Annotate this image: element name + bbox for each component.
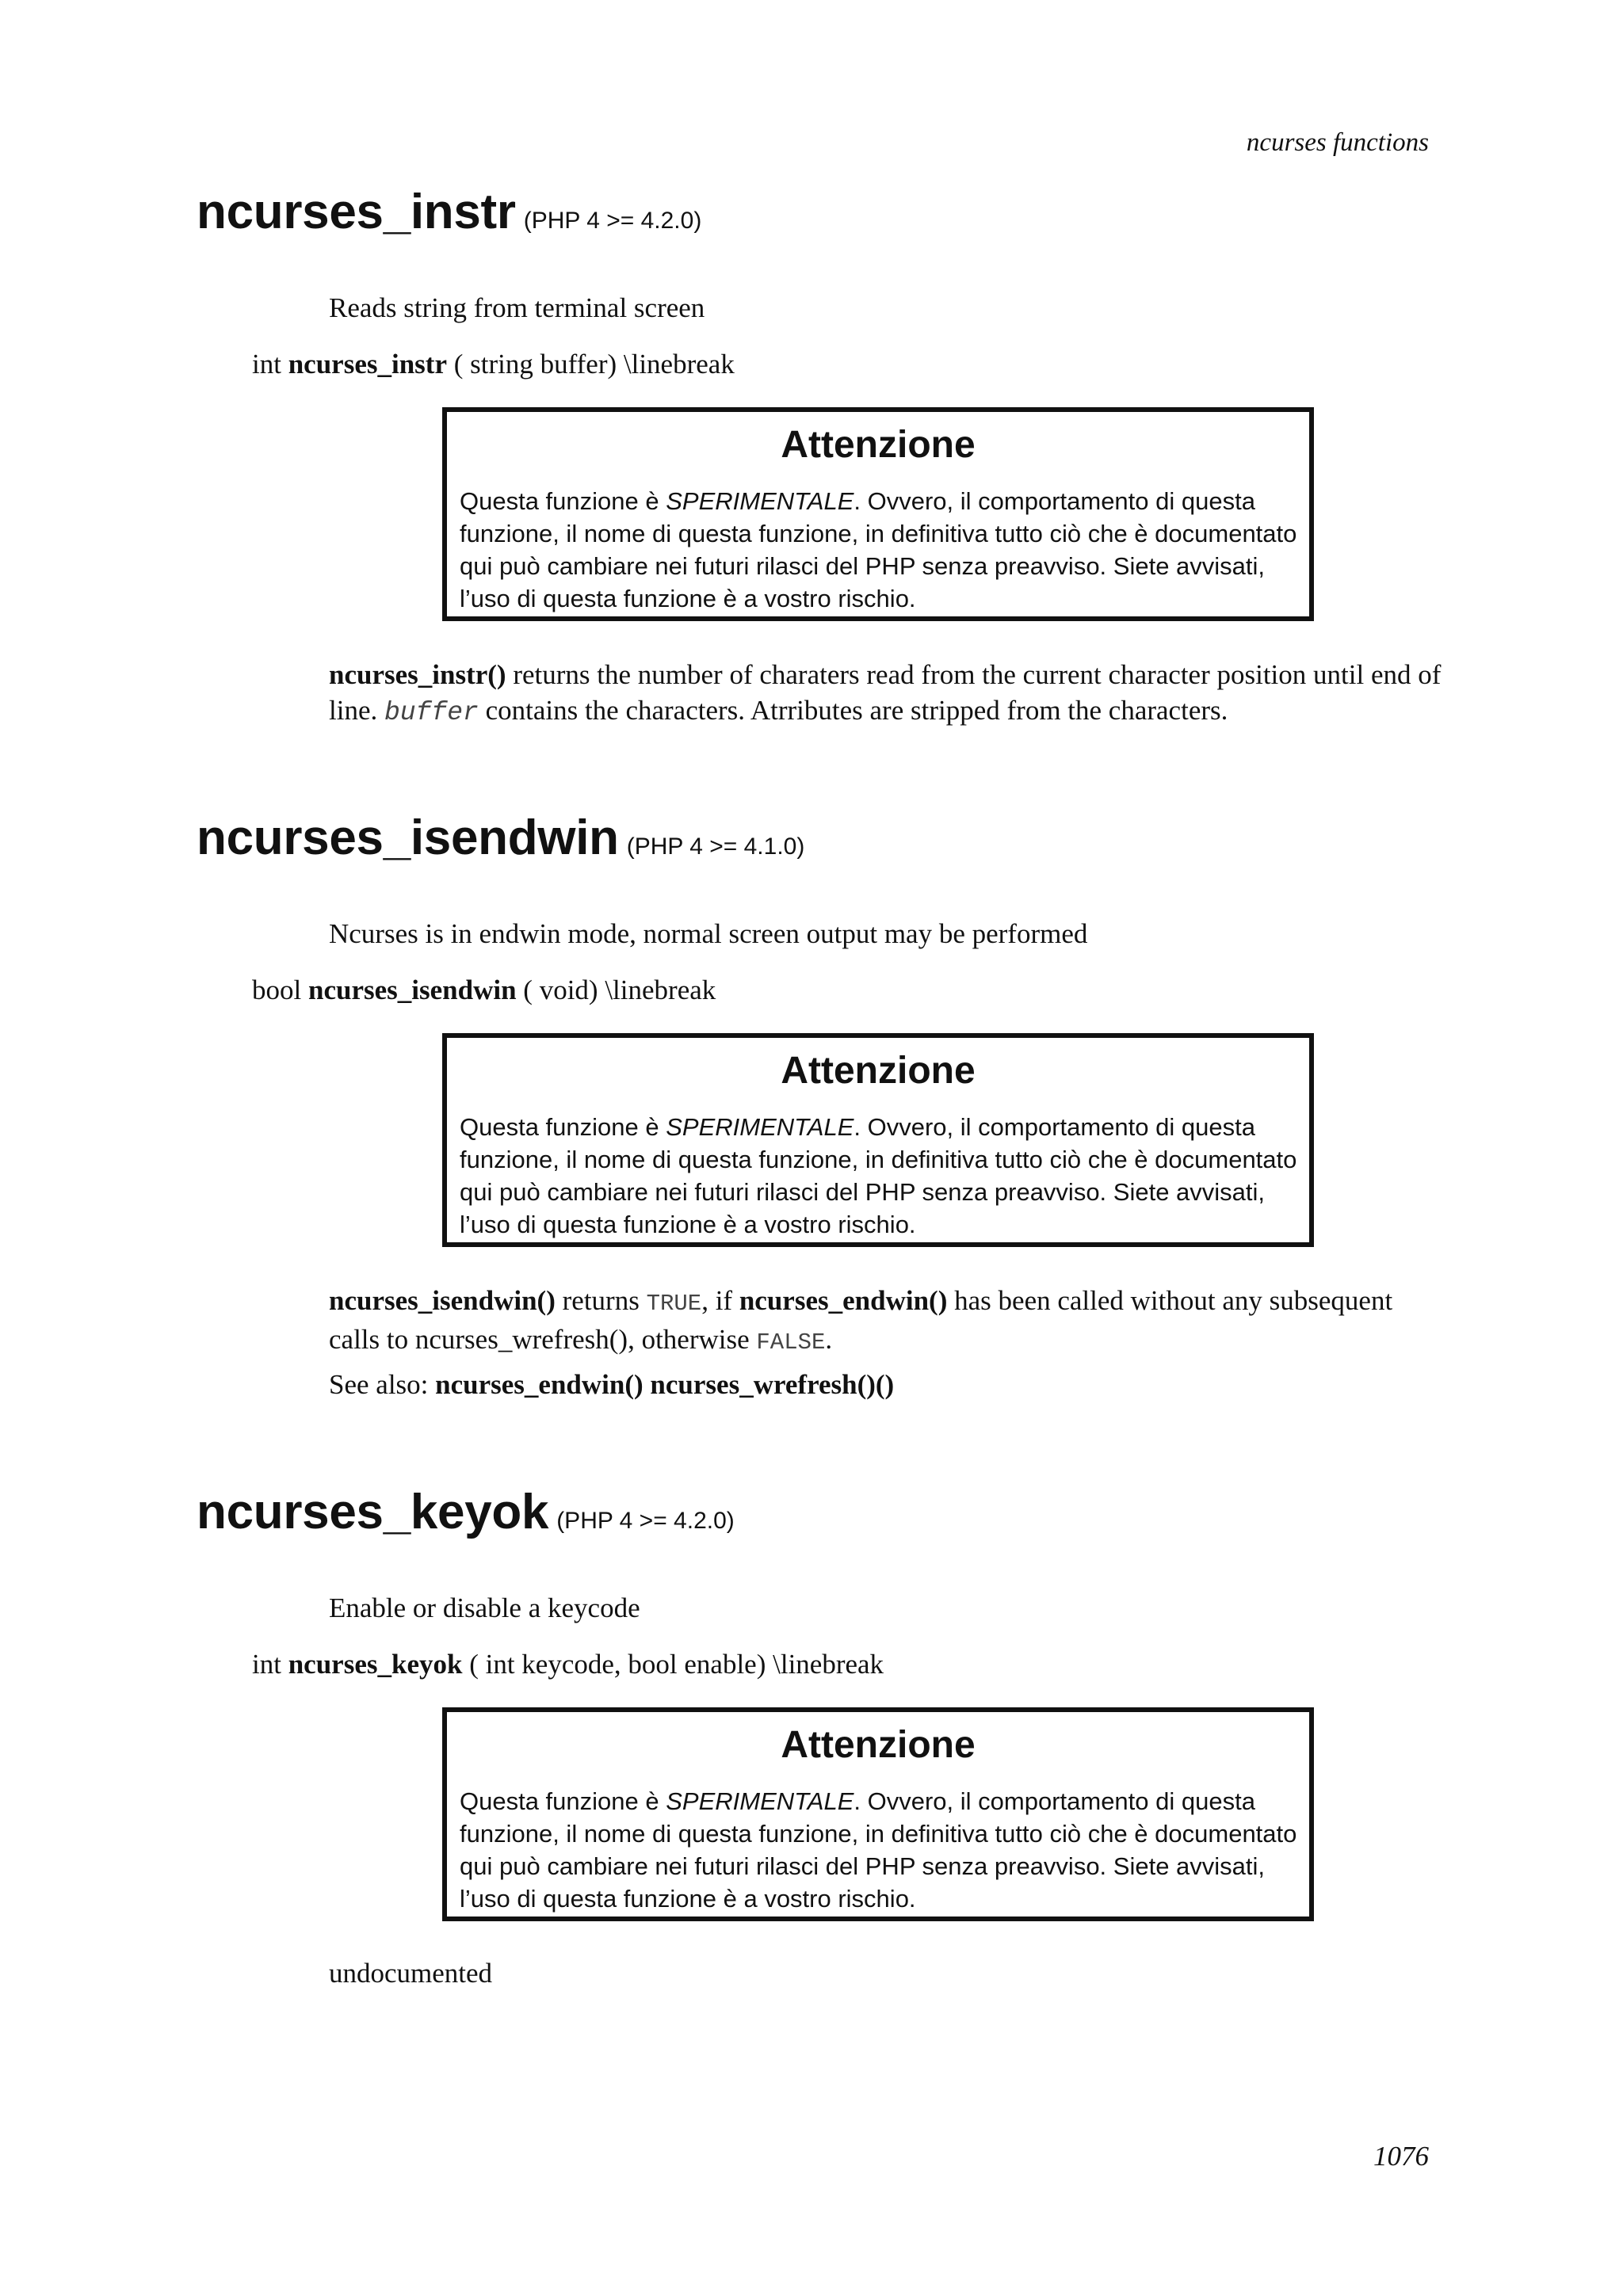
signature-args: ( int keycode, bool enable) \linebreak	[462, 1649, 884, 1680]
see-also-link[interactable]: ncurses_wrefresh()()	[650, 1369, 895, 1400]
function-name: ncurses_instr	[197, 185, 516, 239]
return-type: bool	[252, 974, 302, 1005]
function-description: ncurses_isendwin() returns TRUE, if ncurses_endwin() has been called without any subsequent calls to ncurses_wrefresh(), otherwise FALSE.	[329, 1285, 1393, 1356]
function-signature	[252, 349, 735, 380]
return-type: int	[252, 349, 281, 379]
experimental-label: SPERIMENTALE	[666, 487, 854, 515]
function-signature	[252, 974, 716, 1006]
parameter-name: buffer	[384, 698, 479, 727]
signature-args: ( void) \linebreak	[516, 974, 716, 1005]
function-summary: Reads string from terminal screen	[329, 292, 705, 323]
warning-box	[442, 1707, 1314, 1921]
experimental-label: SPERIMENTALE	[666, 1113, 854, 1141]
function-ref: ncurses_instr()	[329, 659, 506, 690]
function-title	[197, 810, 804, 866]
function-description: undocumented	[329, 1958, 493, 1989]
signature-name: ncurses_keyok	[288, 1649, 463, 1680]
see-also-link[interactable]: ncurses_endwin()	[435, 1369, 643, 1400]
signature-name: ncurses_isendwin	[307, 974, 517, 1005]
function-summary: Enable or disable a keycode	[329, 1592, 640, 1623]
warning-box	[442, 407, 1314, 621]
constant-false: FALSE	[756, 1329, 826, 1356]
php-version: (PHP 4 >= 4.2.0)	[523, 208, 702, 234]
warning-text: Questa funzione è SPERIMENTALE. Ovvero, il comportamento di questa funzione, il nome di questa funzione, in definitiva tutto ciò che è documentato qui può cambiare nei futuri rilasci del PHP senza preavviso. Siete avvisati, l’uso di questa funzione è a vostro rischio.	[460, 487, 1297, 612]
function-name: ncurses_keyok	[197, 1485, 549, 1539]
warning-text: Questa funzione è SPERIMENTALE. Ovvero, il comportamento di questa funzione, il nome di questa funzione, in definitiva tutto ciò che è documentato qui può cambiare nei futuri rilasci del PHP senza preavviso. Siete avvisati, l’uso di questa funzione è a vostro rischio.	[460, 1113, 1297, 1238]
signature-args: ( string buffer) \linebreak	[446, 349, 735, 379]
warning-title: Attenzione	[781, 1724, 976, 1766]
function-signature	[252, 1649, 884, 1680]
signature-name: ncurses_instr	[288, 349, 447, 379]
warning-text: Questa funzione è SPERIMENTALE. Ovvero, il comportamento di questa funzione, il nome di questa funzione, in definitiva tutto ciò che è documentato qui può cambiare nei futuri rilasci del PHP senza preavviso. Siete avvisati, l’uso di questa funzione è a vostro rischio.	[460, 1787, 1297, 1913]
constant-true: TRUE	[646, 1291, 702, 1317]
see-also-label: See also:	[329, 1369, 436, 1400]
function-ref: ncurses_endwin()	[739, 1285, 948, 1316]
function-description: ncurses_instr() returns the number of charaters read from the current character position until end of line. buffer contains the characters. Atrributes are stripped from the characters.	[329, 659, 1442, 727]
page-number: 1076	[1373, 2141, 1429, 2172]
running-header: ncurses functions	[1246, 128, 1429, 157]
function-name: ncurses_isendwin	[197, 810, 619, 865]
php-version: (PHP 4 >= 4.2.0)	[556, 1508, 735, 1534]
experimental-label: SPERIMENTALE	[666, 1787, 854, 1815]
warning-title: Attenzione	[781, 1050, 976, 1092]
php-version: (PHP 4 >= 4.1.0)	[626, 833, 805, 860]
warning-box	[442, 1033, 1314, 1247]
function-title	[197, 1484, 735, 1540]
function-ref: ncurses_isendwin()	[329, 1285, 556, 1316]
see-also	[329, 1367, 894, 1402]
return-type: int	[252, 1649, 281, 1680]
function-title	[197, 184, 701, 240]
function-summary: Ncurses is in endwin mode, normal screen output may be performed	[329, 918, 1088, 949]
warning-title: Attenzione	[781, 424, 976, 466]
